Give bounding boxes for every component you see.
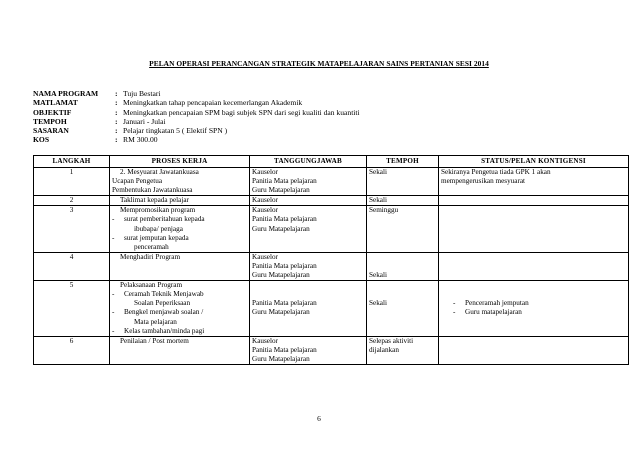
table-row bbox=[34, 281, 629, 337]
dash-bullet: - bbox=[112, 233, 115, 242]
status-cell bbox=[439, 206, 629, 252]
proses-cell bbox=[110, 206, 250, 252]
tempoh-cell: Seminggu bbox=[367, 206, 439, 252]
meta-label: SASARAN bbox=[33, 126, 69, 136]
program-info bbox=[33, 89, 360, 145]
status-line: Sekiranya Pengetua tiada GPK 1 akan bbox=[441, 168, 551, 176]
tempoh-line: Selepas aktiviti bbox=[369, 336, 414, 345]
dash-bullet: - bbox=[112, 326, 115, 335]
operation-plan-table bbox=[33, 155, 629, 365]
proses-line: Mempromosikan program bbox=[120, 206, 196, 215]
tanggungjawab-line: Guru Matapelajaran bbox=[252, 271, 310, 280]
proses-cell bbox=[110, 168, 250, 196]
tempoh-cell: Sekali bbox=[367, 196, 439, 206]
status-item-text: Guru matapelajaran bbox=[465, 308, 522, 317]
proses-line: Pelaksanaan Program bbox=[120, 281, 183, 290]
tanggungjawab-line: Panitia Mata pelajaran bbox=[252, 215, 317, 224]
proses-item-continuation bbox=[112, 243, 247, 252]
proses-item-text: Kelas tambahan/minda pagi bbox=[124, 326, 205, 335]
step-number: 5 bbox=[34, 281, 110, 337]
status-cell bbox=[439, 196, 629, 206]
meta-value: RM 300.00 bbox=[123, 135, 158, 145]
status-cell bbox=[439, 168, 629, 196]
proses-item-text: penceramah bbox=[134, 242, 169, 251]
meta-row-objektif bbox=[33, 108, 360, 117]
meta-row-sasaran bbox=[33, 126, 360, 135]
tanggungjawab-line: Kauselor bbox=[252, 206, 278, 215]
meta-separator: : bbox=[115, 116, 118, 126]
tanggungjawab-cell bbox=[250, 206, 367, 252]
meta-label: OBJEKTIF bbox=[33, 107, 72, 117]
dash-bullet: - bbox=[112, 290, 115, 299]
proses-line: 2. Mesyuarat Jawatankuasa bbox=[120, 168, 199, 176]
status-cell bbox=[439, 336, 629, 364]
proses-item-text: surat pemberitahuan kepada bbox=[124, 215, 205, 224]
proses-item-continuation bbox=[112, 299, 247, 308]
tanggungjawab-cell bbox=[250, 336, 367, 364]
step-number: 1 bbox=[34, 168, 110, 196]
meta-row-nama-program bbox=[33, 89, 360, 98]
table-row bbox=[34, 252, 629, 280]
header-tanggungjawab: TANGGUNGJAWAB bbox=[250, 156, 367, 168]
meta-label: NAMA PROGRAM bbox=[33, 89, 99, 98]
meta-row-matlamat bbox=[33, 98, 360, 107]
tanggungjawab-line: Guru Matapelajaran bbox=[252, 354, 310, 363]
meta-value: Januari - Julai bbox=[123, 116, 166, 126]
proses-list-item bbox=[112, 308, 247, 317]
proses-list-item bbox=[112, 234, 247, 243]
proses-item-text: surat jemputan kepada bbox=[124, 233, 189, 242]
dash-bullet: - bbox=[453, 308, 456, 317]
proses-item-continuation bbox=[112, 225, 247, 234]
meta-separator: : bbox=[115, 135, 118, 145]
tanggungjawab-line: Kauselor bbox=[252, 252, 278, 261]
status-list-item bbox=[453, 299, 626, 308]
meta-separator: : bbox=[115, 107, 118, 117]
proses-line: Penilaian / Post mortem bbox=[120, 336, 189, 345]
tempoh-cell bbox=[367, 336, 439, 364]
step-number: 4 bbox=[34, 252, 110, 280]
proses-list-item bbox=[112, 215, 247, 224]
meta-label: TEMPOH bbox=[33, 116, 67, 126]
table-row bbox=[34, 336, 629, 364]
proses-item-text: Bengkel menjawab soalan / bbox=[124, 308, 204, 317]
tanggungjawab-cell bbox=[250, 168, 367, 196]
tanggungjawab-cell bbox=[250, 281, 367, 337]
page-number: 6 bbox=[317, 414, 321, 423]
tempoh-line: Sekali bbox=[369, 299, 387, 308]
tanggungjawab-line: Guru Matapelajaran bbox=[252, 308, 310, 317]
proses-list-item bbox=[112, 290, 247, 299]
header-langkah: LANGKAH bbox=[34, 156, 110, 168]
proses-list-item bbox=[112, 327, 247, 336]
tempoh-cell: Sekali bbox=[367, 168, 439, 196]
dash-bullet: - bbox=[453, 299, 456, 308]
tanggungjawab-line: Panitia Mata pelajaran bbox=[252, 345, 317, 354]
meta-value: Tuju Bestari bbox=[123, 89, 161, 98]
page-title: PELAN OPERASI PERANCANGAN STRATEGIK MATAPELAJARAN SAINS PERTANIAN SESI 2014 bbox=[149, 59, 489, 68]
tanggungjawab-line: Panitia Mata pelajaran bbox=[252, 299, 317, 308]
meta-label: KOS bbox=[33, 135, 50, 145]
step-number: 6 bbox=[34, 336, 110, 364]
header-status: STATUS/PELAN KONTIGENSI bbox=[439, 156, 629, 168]
meta-value: Pelajar tingkatan 5 ( Elektif SPN ) bbox=[123, 126, 228, 136]
status-item-text: Penceramah jemputan bbox=[465, 299, 529, 308]
proses-line: Menghadiri Program bbox=[120, 252, 181, 261]
proses-cell bbox=[110, 252, 250, 280]
dash-bullet: - bbox=[112, 308, 115, 317]
status-cell bbox=[439, 281, 629, 337]
header-tempoh: TEMPOH bbox=[367, 156, 439, 168]
table-header-row bbox=[34, 156, 629, 168]
meta-separator: : bbox=[115, 98, 118, 108]
proses-item-continuation bbox=[112, 318, 247, 327]
meta-separator: : bbox=[115, 89, 118, 98]
proses-cell bbox=[110, 196, 250, 206]
proses-cell bbox=[110, 281, 250, 337]
step-number: 2 bbox=[34, 196, 110, 206]
tanggungjawab-line: Panitia Mata pelajaran bbox=[252, 177, 317, 186]
tanggungjawab-cell bbox=[250, 252, 367, 280]
proses-line: Ucapan Pengetua bbox=[112, 177, 163, 186]
tempoh-line: dijalankan bbox=[369, 345, 399, 354]
dash-bullet: - bbox=[112, 215, 115, 224]
tanggungjawab-line: Guru Matapelajaran bbox=[252, 224, 310, 233]
proses-item-text: ibubapa/ penjaga bbox=[134, 224, 183, 233]
meta-row-kos bbox=[33, 135, 360, 144]
table-row bbox=[34, 168, 629, 196]
proses-line: Pembentukan Jawatankuasa bbox=[112, 186, 193, 195]
tanggungjawab-line: Kauselor bbox=[252, 336, 278, 345]
meta-row-tempoh bbox=[33, 117, 360, 126]
meta-separator: : bbox=[115, 126, 118, 136]
status-cell bbox=[439, 252, 629, 280]
tanggungjawab-cell: Kauselor bbox=[250, 196, 367, 206]
header-proses-kerja: PROSES KERJA bbox=[110, 156, 250, 168]
status-list-item bbox=[453, 308, 626, 317]
status-line: mempengerusikan mesyuarat bbox=[441, 177, 526, 186]
tanggungjawab-line: Kauselor bbox=[252, 168, 278, 176]
meta-value: Meningkatkan tahap pencapaian kecemerlangan Akademik bbox=[123, 98, 303, 108]
tanggungjawab-line: Guru Matapelajaran bbox=[252, 186, 310, 195]
proses-item-text: Ceramah Teknik Menjawab bbox=[124, 290, 204, 299]
tempoh-cell bbox=[367, 281, 439, 337]
step-number: 3 bbox=[34, 206, 110, 252]
proses-item-text: Soalan Peperiksaan bbox=[134, 299, 191, 308]
tempoh-cell: Sekali bbox=[367, 252, 439, 280]
table-row bbox=[34, 206, 629, 252]
tanggungjawab-line: Panitia Mata pelajaran bbox=[252, 261, 317, 270]
meta-label: MATLAMAT bbox=[33, 98, 78, 108]
table-row bbox=[34, 196, 629, 206]
proses-cell bbox=[110, 336, 250, 364]
meta-value: Meningkatkan pencapaian SPM bagi subjek SPN dari segi kualiti dan kuantiti bbox=[123, 107, 360, 117]
proses-line: Taklimat kepada pelajar bbox=[120, 196, 189, 205]
proses-item-text: Mata pelajaran bbox=[134, 317, 177, 326]
